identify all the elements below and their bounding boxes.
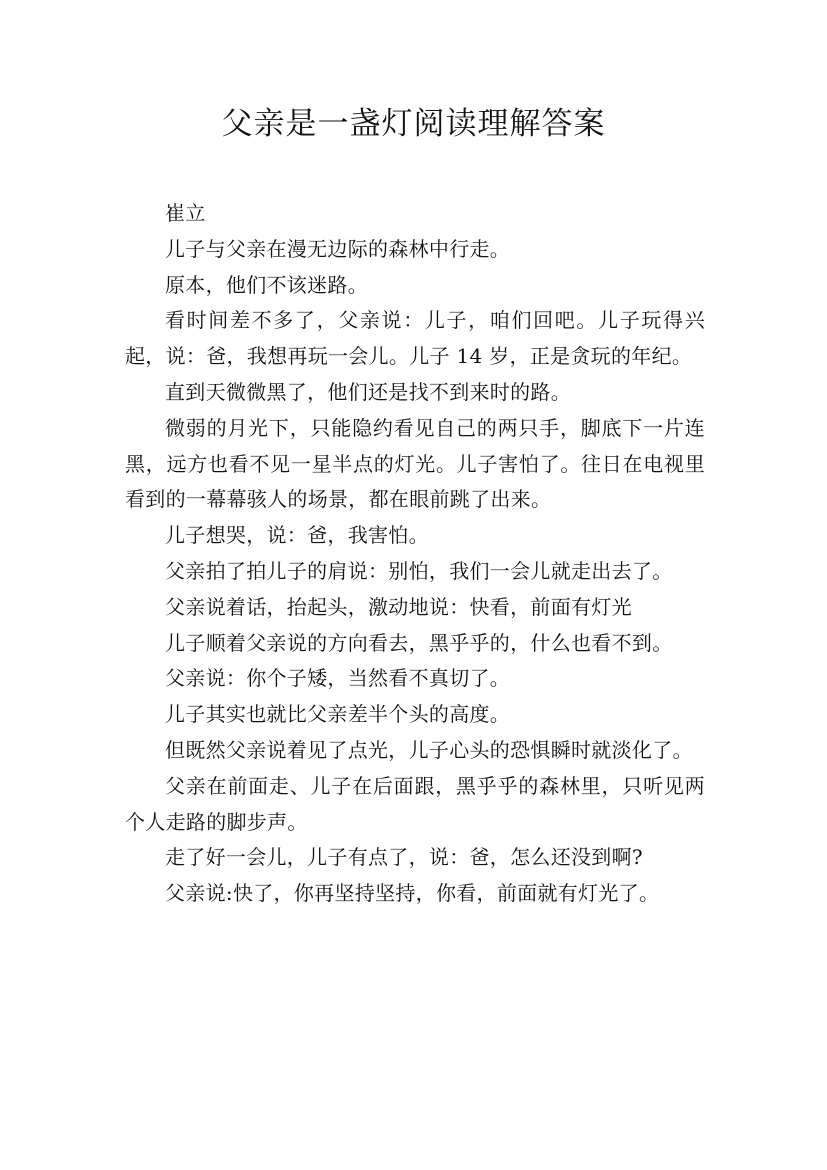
document-body xyxy=(125,196,705,912)
paragraph: 父亲说：你个子矮，当然看不真切了。 xyxy=(165,666,511,691)
paragraph: 父亲说着话，抬起头，激动地说：快看，前面有灯光 xyxy=(165,594,632,619)
document-title: 父亲是一盏灯阅读理解答案 xyxy=(221,106,606,142)
paragraph: 父亲在前面走、儿子在后面跟，黑乎乎的森林里，只听见两个人走路的脚步声。 xyxy=(125,773,705,834)
paragraph: 儿子顺着父亲说的方向看去，黑乎乎的，什么也看不到。 xyxy=(165,630,673,655)
author-line: 崔立 xyxy=(165,201,206,225)
paragraph: 儿子与父亲在漫无边际的森林中行走。 xyxy=(165,236,511,261)
paragraph: 父亲拍了拍儿子的肩说：别怕，我们一会儿就走出去了。 xyxy=(165,558,673,583)
paragraph: 儿子想哭，说：爸，我害怕。 xyxy=(165,523,429,548)
paragraph: 儿子其实也就比父亲差半个头的高度。 xyxy=(165,702,511,727)
paragraph: 父亲说:快了，你再坚持坚持，你看，前面就有灯光了。 xyxy=(165,881,660,906)
paragraph: 直到天微微黑了，他们还是找不到来时的路。 xyxy=(165,379,571,404)
paragraph: 微弱的月光下，只能隐约看见自己的两只手，脚底下一片连黑，远方也看不见一星半点的灯光。儿子害怕了。往日在电视里看到的一幕幕骇人的场景，都在眼前跳了出来。 xyxy=(125,415,705,512)
paragraph: 走了好一会儿，儿子有点了，说：爸，怎么还没到啊? xyxy=(165,845,643,870)
paragraph: 原本，他们不该迷路。 xyxy=(165,272,368,297)
paragraph: 但既然父亲说着见了点光，儿子心头的恐惧瞬时就淡化了。 xyxy=(165,737,693,762)
paragraph: 看时间差不多了，父亲说：儿子，咱们回吧。儿子玩得兴起，说：爸，我想再玩一会儿。儿子 14 岁，正是贪玩的年纪。 xyxy=(125,308,705,369)
